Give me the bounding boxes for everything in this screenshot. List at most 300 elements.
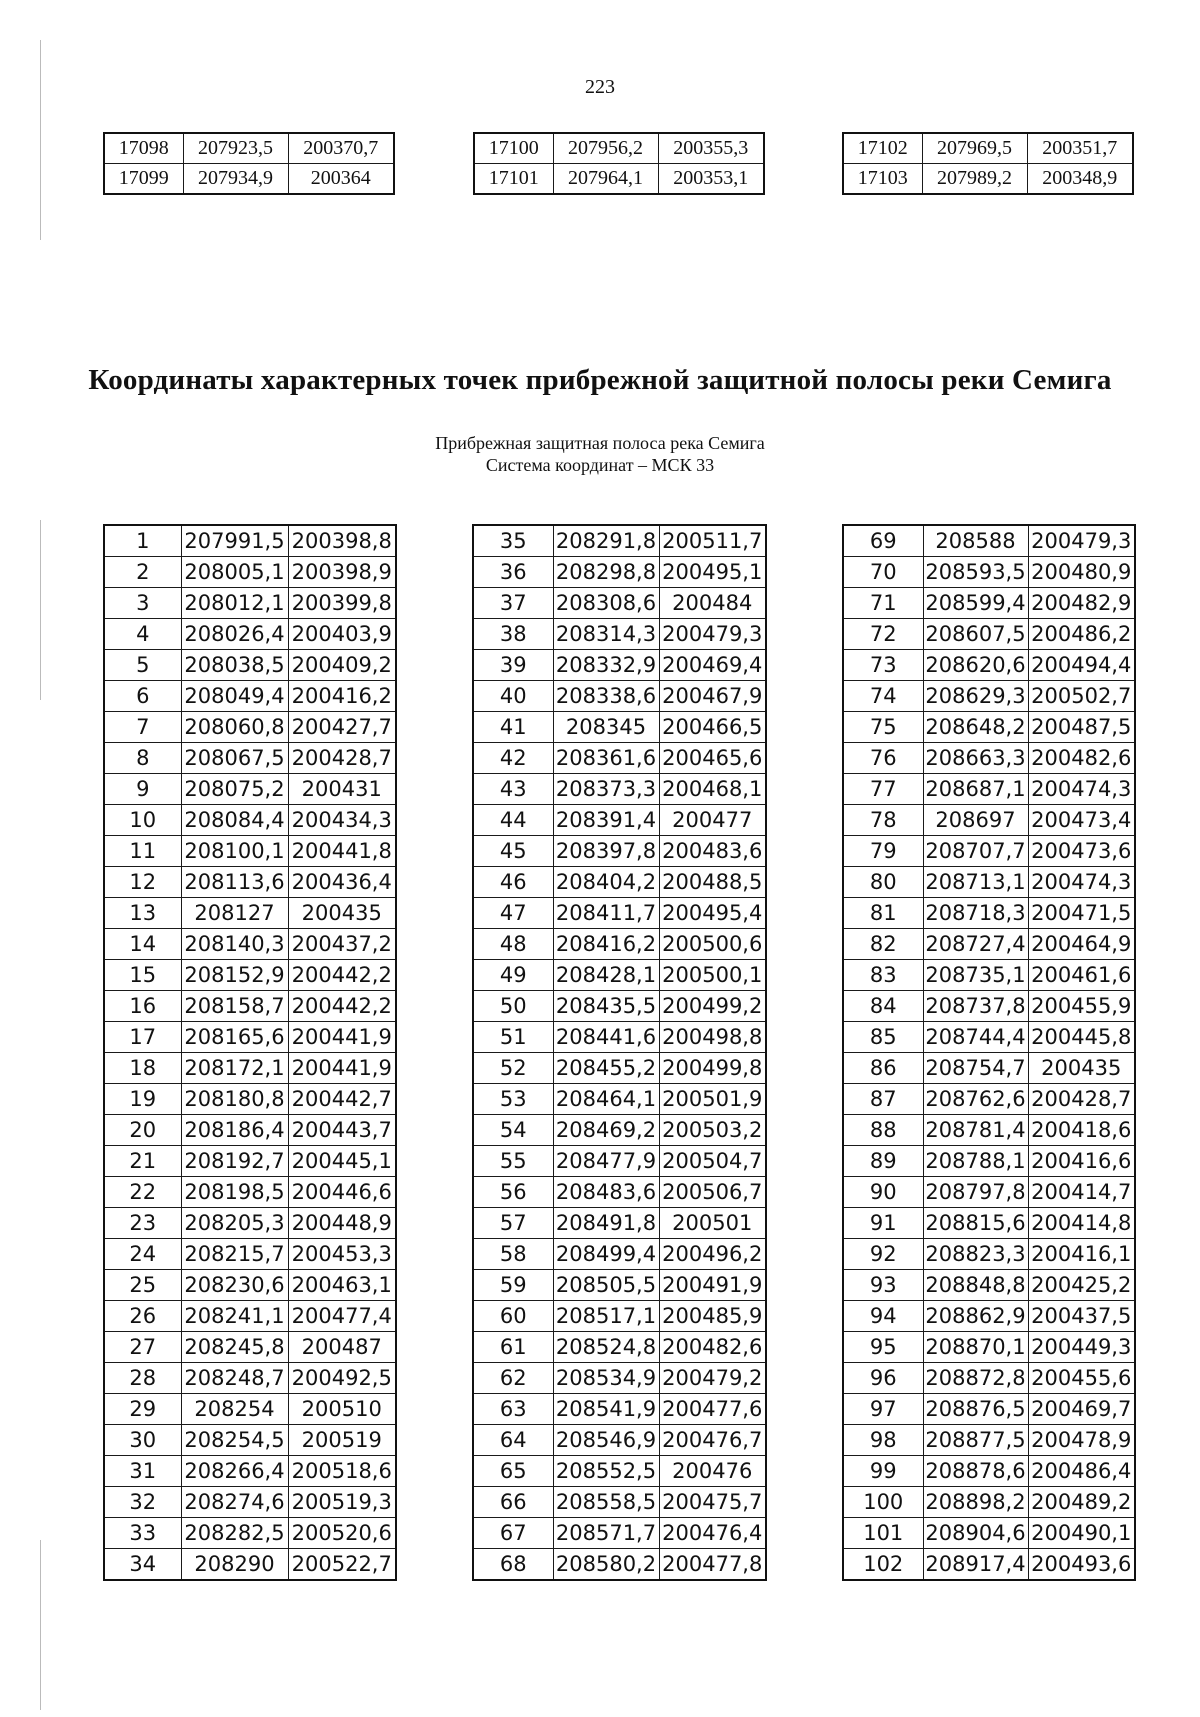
x-coordinate-cell: 208005,1 [181,557,288,588]
y-coordinate-cell: 200448,9 [288,1208,396,1239]
table-row [473,1549,766,1581]
y-coordinate-cell: 200441,9 [288,1053,396,1084]
y-coordinate-cell: 200487,5 [1028,712,1135,743]
x-coordinate-cell: 207956,2 [553,133,658,164]
point-number-cell: 7 [104,712,181,743]
table-row [104,929,396,960]
point-number-cell: 21 [104,1146,181,1177]
table-row [843,836,1135,867]
table-row [104,1239,396,1270]
x-coordinate-cell: 208754,7 [923,1053,1028,1084]
point-number-cell: 56 [473,1177,553,1208]
table-row [843,1363,1135,1394]
x-coordinate-cell: 208483,6 [553,1177,659,1208]
x-coordinate-cell: 208254 [181,1394,288,1425]
table-row [104,743,396,774]
x-coordinate-cell: 208663,3 [923,743,1028,774]
point-number-cell: 59 [473,1270,553,1301]
table-row [473,681,766,712]
table-row [104,1487,396,1518]
x-coordinate-cell: 208441,6 [553,1022,659,1053]
x-coordinate-cell: 208599,4 [923,588,1028,619]
y-coordinate-cell: 200355,3 [658,133,764,164]
y-coordinate-cell: 200399,8 [288,588,396,619]
point-number-cell: 33 [104,1518,181,1549]
point-number-cell: 52 [473,1053,553,1084]
table-row [473,1146,766,1177]
table-row [104,1425,396,1456]
y-coordinate-cell: 200428,7 [288,743,396,774]
y-coordinate-cell: 200427,7 [288,712,396,743]
x-coordinate-cell: 208744,4 [923,1022,1028,1053]
x-coordinate-cell: 208469,2 [553,1115,659,1146]
scan-margin-line [40,40,41,240]
table-row [843,774,1135,805]
y-coordinate-cell: 200510 [288,1394,396,1425]
point-number-cell: 39 [473,650,553,681]
x-coordinate-cell: 208397,8 [553,836,659,867]
x-coordinate-cell: 208038,5 [181,650,288,681]
table-row [473,836,766,867]
table-row [104,525,396,557]
table-row [473,525,766,557]
point-number-cell: 40 [473,681,553,712]
table-row [473,1208,766,1239]
x-coordinate-cell: 208878,6 [923,1456,1028,1487]
point-number-cell: 76 [843,743,923,774]
y-coordinate-cell: 200482,6 [659,1332,766,1363]
x-coordinate-cell: 208762,6 [923,1084,1028,1115]
x-coordinate-cell: 208455,2 [553,1053,659,1084]
table-row [473,929,766,960]
table-row [473,712,766,743]
point-number-cell: 5 [104,650,181,681]
y-coordinate-cell: 200442,7 [288,1084,396,1115]
point-number-cell: 58 [473,1239,553,1270]
y-coordinate-cell: 200476 [659,1456,766,1487]
table-row [473,898,766,929]
page-title: Координаты характерных точек прибрежной защитной полосы реки Семига [88,364,1112,396]
y-coordinate-cell: 200475,7 [659,1487,766,1518]
y-coordinate-cell: 200495,4 [659,898,766,929]
table-row [104,1177,396,1208]
table-row [843,1177,1135,1208]
scan-margin-line [40,1540,41,1710]
table-row [473,619,766,650]
table-row [473,1022,766,1053]
y-coordinate-cell: 200474,3 [1028,867,1135,898]
y-coordinate-cell: 200499,8 [659,1053,766,1084]
point-number-cell: 97 [843,1394,923,1425]
x-coordinate-cell: 208345 [553,712,659,743]
table-row [843,1084,1135,1115]
point-number-cell: 85 [843,1022,923,1053]
x-coordinate-cell: 208435,5 [553,991,659,1022]
point-number-cell: 12 [104,867,181,898]
table-row [104,1301,396,1332]
y-coordinate-cell: 200477,4 [288,1301,396,1332]
y-coordinate-cell: 200445,1 [288,1146,396,1177]
table-row [843,650,1135,681]
table-row [843,1270,1135,1301]
x-coordinate-cell: 207991,5 [181,525,288,557]
table-row [104,133,394,164]
y-coordinate-cell: 200466,5 [659,712,766,743]
x-coordinate-cell: 208026,4 [181,619,288,650]
table-row [104,1394,396,1425]
x-coordinate-cell: 208192,7 [181,1146,288,1177]
table-row [473,1177,766,1208]
x-coordinate-cell: 208084,4 [181,805,288,836]
point-number-cell: 2 [104,557,181,588]
x-coordinate-cell: 207964,1 [553,164,658,195]
x-coordinate-cell: 208718,3 [923,898,1028,929]
table-row [104,1115,396,1146]
point-number-cell: 28 [104,1363,181,1394]
table-row [104,774,396,805]
table-row [104,1053,396,1084]
x-coordinate-cell: 208707,7 [923,836,1028,867]
x-coordinate-cell: 208290 [181,1549,288,1581]
point-number-cell: 67 [473,1518,553,1549]
x-coordinate-cell: 208788,1 [923,1146,1028,1177]
y-coordinate-cell: 200416,6 [1028,1146,1135,1177]
x-coordinate-cell: 208534,9 [553,1363,659,1394]
x-coordinate-cell: 208113,6 [181,867,288,898]
table-row [843,1332,1135,1363]
table-row [104,1332,396,1363]
table-row [473,588,766,619]
y-coordinate-cell: 200465,6 [659,743,766,774]
table-row [843,588,1135,619]
point-number-cell: 20 [104,1115,181,1146]
point-number-cell: 10 [104,805,181,836]
point-number-cell: 87 [843,1084,923,1115]
point-number-cell: 17101 [474,164,553,195]
point-number-cell: 43 [473,774,553,805]
y-coordinate-cell: 200487 [288,1332,396,1363]
x-coordinate-cell: 208517,1 [553,1301,659,1332]
point-number-cell: 3 [104,588,181,619]
x-coordinate-cell: 208075,2 [181,774,288,805]
y-coordinate-cell: 200490,1 [1028,1518,1135,1549]
point-number-cell: 55 [473,1146,553,1177]
x-coordinate-cell: 208152,9 [181,960,288,991]
y-coordinate-cell: 200496,2 [659,1239,766,1270]
point-number-cell: 86 [843,1053,923,1084]
table-row [473,774,766,805]
point-number-cell: 96 [843,1363,923,1394]
table-row [843,743,1135,774]
y-coordinate-cell: 200418,6 [1028,1115,1135,1146]
point-number-cell: 32 [104,1487,181,1518]
point-number-cell: 50 [473,991,553,1022]
point-number-cell: 99 [843,1456,923,1487]
y-coordinate-cell: 200469,7 [1028,1394,1135,1425]
y-coordinate-cell: 200437,5 [1028,1301,1135,1332]
point-number-cell: 23 [104,1208,181,1239]
point-number-cell: 91 [843,1208,923,1239]
point-number-cell: 38 [473,619,553,650]
point-number-cell: 17099 [104,164,183,195]
point-number-cell: 17100 [474,133,553,164]
point-number-cell: 94 [843,1301,923,1332]
point-number-cell: 64 [473,1425,553,1456]
coordinates-table-3 [842,524,1136,1581]
point-number-cell: 47 [473,898,553,929]
table-row [843,1115,1135,1146]
table-row [473,557,766,588]
x-coordinate-cell: 208127 [181,898,288,929]
table-row [473,1332,766,1363]
x-coordinate-cell: 208060,8 [181,712,288,743]
y-coordinate-cell: 200477 [659,805,766,836]
y-coordinate-cell: 200519 [288,1425,396,1456]
x-coordinate-cell: 208373,3 [553,774,659,805]
point-number-cell: 22 [104,1177,181,1208]
y-coordinate-cell: 200473,6 [1028,836,1135,867]
y-coordinate-cell: 200370,7 [288,133,394,164]
x-coordinate-cell: 208215,7 [181,1239,288,1270]
table-row [843,991,1135,1022]
table-row [473,1053,766,1084]
point-number-cell: 98 [843,1425,923,1456]
y-coordinate-cell: 200488,5 [659,867,766,898]
table-row [473,1301,766,1332]
y-coordinate-cell: 200409,2 [288,650,396,681]
y-coordinate-cell: 200441,9 [288,1022,396,1053]
table-row [843,619,1135,650]
table-row [473,991,766,1022]
table-row [104,1146,396,1177]
y-coordinate-cell: 200445,8 [1028,1022,1135,1053]
top-table-2 [473,132,765,195]
point-number-cell: 102 [843,1549,923,1581]
point-number-cell: 16 [104,991,181,1022]
y-coordinate-cell: 200518,6 [288,1456,396,1487]
x-coordinate-cell: 208823,3 [923,1239,1028,1270]
point-number-cell: 57 [473,1208,553,1239]
table-row [473,1518,766,1549]
x-coordinate-cell: 208012,1 [181,588,288,619]
point-number-cell: 46 [473,867,553,898]
table-row [104,712,396,743]
y-coordinate-cell: 200364 [288,164,394,195]
point-number-cell: 61 [473,1332,553,1363]
table-row [843,929,1135,960]
table-row [843,960,1135,991]
point-number-cell: 83 [843,960,923,991]
x-coordinate-cell: 208713,1 [923,867,1028,898]
y-coordinate-cell: 200500,1 [659,960,766,991]
table-row [104,1363,396,1394]
y-coordinate-cell: 200511,7 [659,525,766,557]
point-number-cell: 88 [843,1115,923,1146]
table-row [843,867,1135,898]
point-number-cell: 78 [843,805,923,836]
x-coordinate-cell: 208186,4 [181,1115,288,1146]
x-coordinate-cell: 208541,9 [553,1394,659,1425]
y-coordinate-cell: 200425,2 [1028,1270,1135,1301]
point-number-cell: 26 [104,1301,181,1332]
point-number-cell: 17 [104,1022,181,1053]
x-coordinate-cell: 208274,6 [181,1487,288,1518]
x-coordinate-cell: 208248,7 [181,1363,288,1394]
table-row [843,898,1135,929]
point-number-cell: 71 [843,588,923,619]
y-coordinate-cell: 200416,1 [1028,1239,1135,1270]
x-coordinate-cell: 208491,8 [553,1208,659,1239]
point-number-cell: 90 [843,1177,923,1208]
table-row [104,805,396,836]
point-number-cell: 17102 [843,133,922,164]
point-number-cell: 72 [843,619,923,650]
y-coordinate-cell: 200436,4 [288,867,396,898]
table-row [474,133,764,164]
y-coordinate-cell: 200476,7 [659,1425,766,1456]
y-coordinate-cell: 200453,3 [288,1239,396,1270]
y-coordinate-cell: 200455,6 [1028,1363,1135,1394]
x-coordinate-cell: 208872,8 [923,1363,1028,1394]
coordinates-table-2 [472,524,767,1581]
point-number-cell: 18 [104,1053,181,1084]
y-coordinate-cell: 200520,6 [288,1518,396,1549]
point-number-cell: 79 [843,836,923,867]
y-coordinate-cell: 200479,2 [659,1363,766,1394]
point-number-cell: 45 [473,836,553,867]
x-coordinate-cell: 208727,4 [923,929,1028,960]
table-row [473,743,766,774]
x-coordinate-cell: 208338,6 [553,681,659,712]
x-coordinate-cell: 208391,4 [553,805,659,836]
x-coordinate-cell: 208464,1 [553,1084,659,1115]
table-row [473,960,766,991]
x-coordinate-cell: 208332,9 [553,650,659,681]
table-row [104,1270,396,1301]
x-coordinate-cell: 208291,8 [553,525,659,557]
x-coordinate-cell: 208361,6 [553,743,659,774]
table-row [104,960,396,991]
y-coordinate-cell: 200480,9 [1028,557,1135,588]
table-row [473,1456,766,1487]
x-coordinate-cell: 208593,5 [923,557,1028,588]
x-coordinate-cell: 208876,5 [923,1394,1028,1425]
y-coordinate-cell: 200500,6 [659,929,766,960]
x-coordinate-cell: 208230,6 [181,1270,288,1301]
subtitle-coordinate-system: Система координат – МСК 33 [485,455,715,475]
y-coordinate-cell: 200492,5 [288,1363,396,1394]
scan-margin-line [40,520,41,700]
y-coordinate-cell: 200455,9 [1028,991,1135,1022]
point-number-cell: 48 [473,929,553,960]
subtitle-zone: Прибрежная защитная полоса река Семига [435,433,765,453]
y-coordinate-cell: 200461,6 [1028,960,1135,991]
point-number-cell: 9 [104,774,181,805]
table-row [843,164,1133,195]
x-coordinate-cell: 208428,1 [553,960,659,991]
y-coordinate-cell: 200473,4 [1028,805,1135,836]
table-row [843,712,1135,743]
x-coordinate-cell: 208067,5 [181,743,288,774]
x-coordinate-cell: 208917,4 [923,1549,1028,1581]
table-row [473,1239,766,1270]
table-row [104,1456,396,1487]
table-row [104,1084,396,1115]
point-number-cell: 62 [473,1363,553,1394]
x-coordinate-cell: 208546,9 [553,1425,659,1456]
table-row [474,164,764,195]
x-coordinate-cell: 208607,5 [923,619,1028,650]
y-coordinate-cell: 200495,1 [659,557,766,588]
y-coordinate-cell: 200353,1 [658,164,764,195]
point-number-cell: 81 [843,898,923,929]
x-coordinate-cell: 208904,6 [923,1518,1028,1549]
y-coordinate-cell: 200443,7 [288,1115,396,1146]
y-coordinate-cell: 200483,6 [659,836,766,867]
table-row [843,1239,1135,1270]
y-coordinate-cell: 200506,7 [659,1177,766,1208]
x-coordinate-cell: 208848,8 [923,1270,1028,1301]
x-coordinate-cell: 208797,8 [923,1177,1028,1208]
y-coordinate-cell: 200519,3 [288,1487,396,1518]
table-row [104,681,396,712]
point-number-cell: 13 [104,898,181,929]
x-coordinate-cell: 208687,1 [923,774,1028,805]
x-coordinate-cell: 208411,7 [553,898,659,929]
y-coordinate-cell: 200499,2 [659,991,766,1022]
table-row [843,1208,1135,1239]
x-coordinate-cell: 208558,5 [553,1487,659,1518]
table-row [843,1022,1135,1053]
point-number-cell: 73 [843,650,923,681]
table-row [104,1022,396,1053]
y-coordinate-cell: 200489,2 [1028,1487,1135,1518]
point-number-cell: 17103 [843,164,922,195]
table-row [473,1425,766,1456]
top-table-3 [842,132,1134,195]
point-number-cell: 15 [104,960,181,991]
x-coordinate-cell: 208049,4 [181,681,288,712]
x-coordinate-cell: 208815,6 [923,1208,1028,1239]
point-number-cell: 51 [473,1022,553,1053]
y-coordinate-cell: 200498,8 [659,1022,766,1053]
y-coordinate-cell: 200464,9 [1028,929,1135,960]
point-number-cell: 63 [473,1394,553,1425]
y-coordinate-cell: 200485,9 [659,1301,766,1332]
table-row [843,1456,1135,1487]
x-coordinate-cell: 208158,7 [181,991,288,1022]
x-coordinate-cell: 208862,9 [923,1301,1028,1332]
table-row [104,557,396,588]
x-coordinate-cell: 208100,1 [181,836,288,867]
point-number-cell: 49 [473,960,553,991]
table-row [473,805,766,836]
point-number-cell: 68 [473,1549,553,1581]
point-number-cell: 54 [473,1115,553,1146]
x-coordinate-cell: 208298,8 [553,557,659,588]
table-row [843,1487,1135,1518]
table-row [473,1115,766,1146]
x-coordinate-cell: 208180,8 [181,1084,288,1115]
x-coordinate-cell: 208245,8 [181,1332,288,1363]
y-coordinate-cell: 200503,2 [659,1115,766,1146]
y-coordinate-cell: 200441,8 [288,836,396,867]
y-coordinate-cell: 200494,4 [1028,650,1135,681]
y-coordinate-cell: 200501 [659,1208,766,1239]
point-number-cell: 66 [473,1487,553,1518]
x-coordinate-cell: 208282,5 [181,1518,288,1549]
table-row [104,588,396,619]
